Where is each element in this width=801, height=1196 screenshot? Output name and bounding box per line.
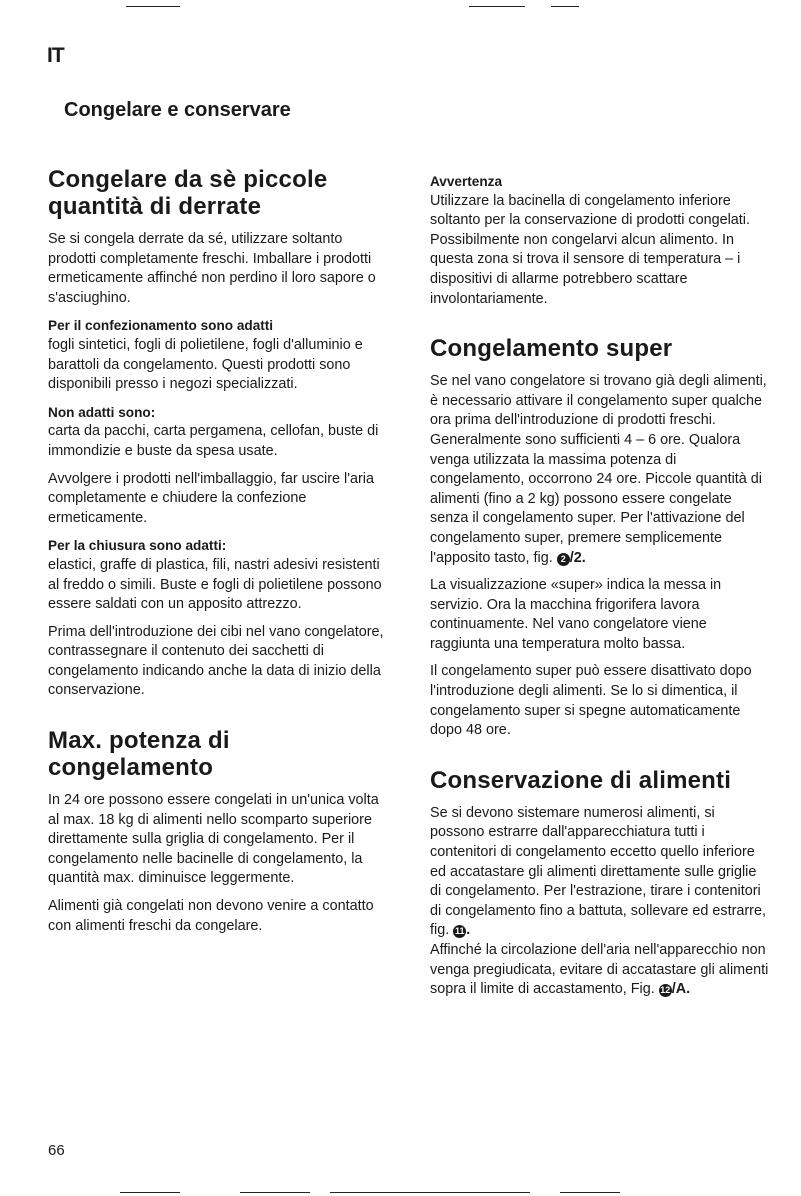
paragraph: carta da pacchi, carta pergamena, cellofan, buste di immondizie e buste da spesa usate. <box>48 423 379 459</box>
warning-text: Utilizzare la bacinella di congelamento inferiore soltanto per la conservazione di prodotti congelati. Possibilmente non congelarvi alcun alimento. In questa zona si trova il sensore di temperatura – i dispositivi di allarme potrebbero scattare involontariamente. <box>430 192 750 307</box>
bottom-rule-1 <box>120 1192 180 1193</box>
paragraph <box>430 804 770 941</box>
paragraph-text: Affinché la circolazione dell'aria nell'apparecchio non venga pregiudicata, evitare di accatastare gli alimenti sopra il limite di accastamento, Fig. <box>430 942 769 998</box>
paragraph: Se si congela derrate da sé, utilizzare soltanto prodotti completamente freschi. Imballare i prodotti ermeticamente affinché non perdino il loro sapore o s'asciughino. <box>48 231 376 306</box>
paragraph <box>430 941 770 1000</box>
paragraph-text: Se si devono sistemare numerosi alimenti, si possono estrarre dall'apparecchiatura tutti i contenitori di congelamento eccetto quello inferiore ed accatastare gli alimenti direttamente sulle griglie di congelamento. Per l'estrazione, tirare i contenitori di congelamento fino a battuta, sollevare ed estrarre, fig. <box>430 804 766 939</box>
figure-number-badge: 12 <box>660 985 671 996</box>
figure-number-badge: 2 <box>557 553 570 566</box>
language-code: IT <box>47 44 64 67</box>
subheading-warning: Avvertenza <box>430 174 503 189</box>
paragraph: Alimenti già congelati non devono venire a contatto con alimenti freschi da congelare. <box>48 898 374 934</box>
bottom-rule-2 <box>240 1192 310 1193</box>
bottom-rule-4 <box>560 1192 620 1193</box>
paragraph: Avvolgere i prodotti nell'imballaggio, far uscire l'aria completamente e chiudere la confezione ermeticamente. <box>48 470 374 526</box>
figure-suffix: /A. <box>671 981 691 998</box>
bottom-rule-3 <box>330 1192 530 1193</box>
paragraph: elastici, graffe di plastica, fili, nastri adesivi resistenti al freddo o simili. Buste e fogli di polietilene possono essere saldati con un apposito attrezzo. <box>48 556 382 613</box>
heading-food-storage: Conservazione di alimenti <box>430 766 732 794</box>
subheading-not-suitable: Non adatti sono: <box>48 404 156 420</box>
page-number: 66 <box>48 1142 65 1159</box>
section-title: Congelare e conservare <box>64 99 291 121</box>
top-rule-middle <box>469 6 525 7</box>
subheading-closure-suitable: Per la chiusura sono adatti: <box>48 538 227 554</box>
subheading-packaging-suitable: Per il confezionamento sono adatti <box>48 318 274 334</box>
paragraph: Il congelamento super può essere disattivato dopo l'introduzione degli alimenti. Se lo si dimentica, il congelamento super si spegne automaticamente dopo 48 ore. <box>430 663 752 739</box>
paragraph: La visualizzazione «super» indica la messa in servizio. Ora la macchina frigorifera lavora continuamente. Nel vano congelatore viene raggiunta una temperatura molto bassa. <box>430 577 722 652</box>
left-column <box>48 166 388 944</box>
right-column <box>430 172 770 1008</box>
paragraph: Prima dell'introduzione dei cibi nel vano congelatore, contrassegnare il contenuto dei sacchetti di congelamento indicando anche la data di inizio della conservazione. <box>48 623 384 699</box>
top-rule-right <box>551 6 579 7</box>
figure-suffix: /2. <box>569 549 586 566</box>
heading-freeze-small-quantities: Congelare da sè piccole quantità di derrate <box>48 166 328 220</box>
paragraph-text: Se nel vano congelatore si trovano già degli alimenti, è necessario attivare il congelamento super qualche ora prima dell'introduzione di prodotti freschi. Generalmente sono sufficienti 4 – 6 ore. Qualora venga utilizzata la massima potenza di congelamento, occorrono 24 ore. Piccole quantità di alimenti (fino a 2 kg) possono essere congelate senza il congelamento super. Per l'attivazione del congelamento super, premere semplicemente l'apposito tasto, fig. <box>430 373 767 566</box>
figure-number-badge: 11 <box>454 926 465 937</box>
figure-suffix: . <box>466 922 471 939</box>
top-rule-left <box>126 6 180 7</box>
heading-super-freezing: Congelamento super <box>430 335 673 363</box>
paragraph <box>430 372 770 568</box>
heading-max-freezing-capacity: Max. potenza di congelamento <box>48 727 230 782</box>
paragraph: In 24 ore possono essere congelati in un'unica volta al max. 18 kg di alimenti nello scomparto superiore direttamente sulla griglia di congelamento. Per il congelamento nelle bacinelle di congelamento, la quantità max. diminuisce leggermente. <box>48 792 379 887</box>
paragraph: fogli sintetici, fogli di polietilene, fogli d'alluminio e barattoli da congelamento. Questi prodotti sono disponibili presso i negozi specializzati. <box>48 336 363 393</box>
